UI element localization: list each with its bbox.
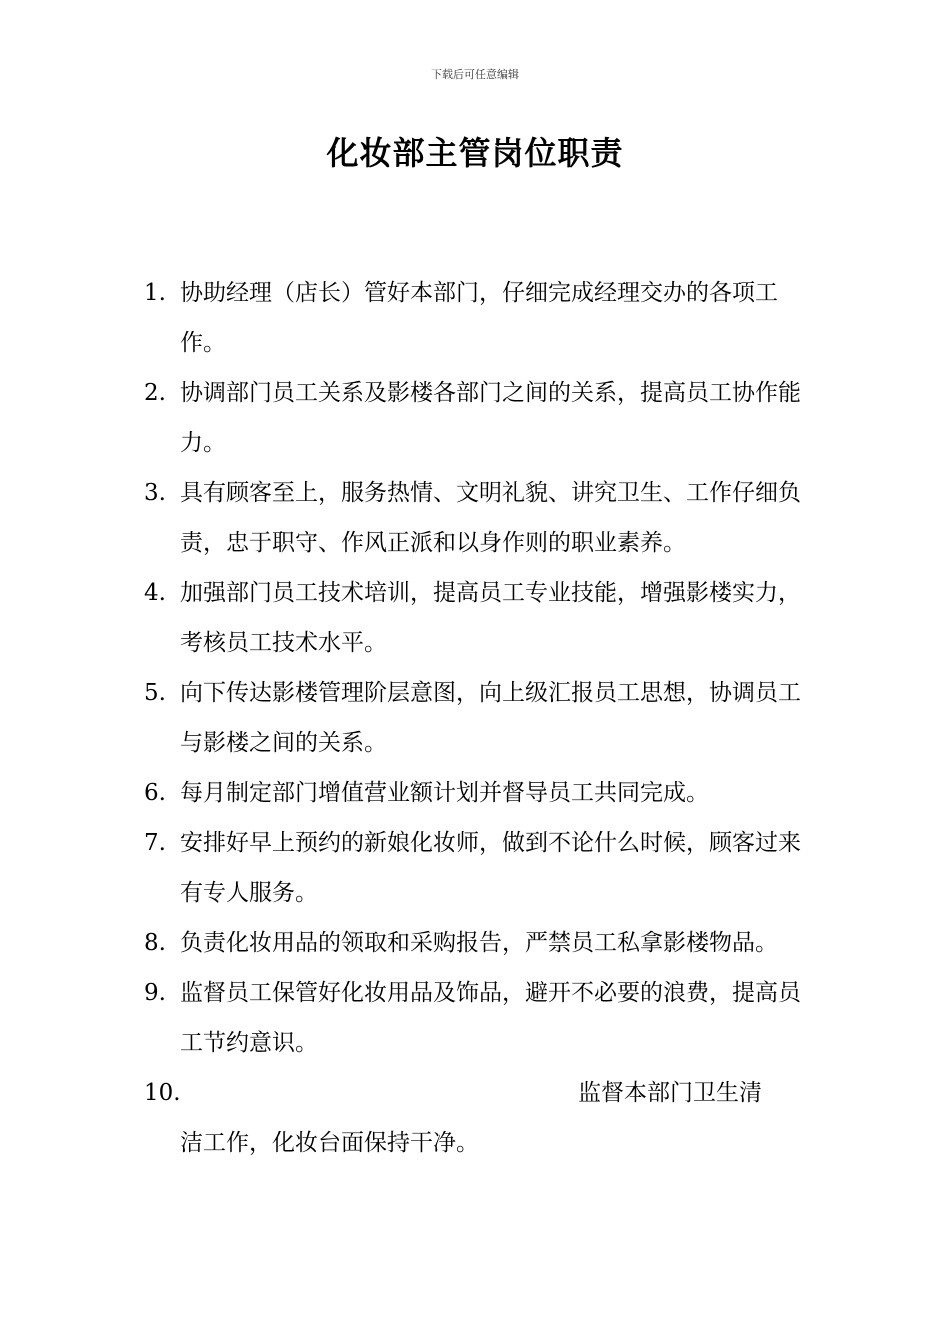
list-item bbox=[140, 1068, 820, 1168]
item-text-rest: 洁工作，化妆台面保持干净。 bbox=[180, 1130, 479, 1156]
item-number: 2. bbox=[144, 380, 166, 406]
list-item bbox=[140, 968, 820, 1068]
list-item bbox=[140, 918, 820, 968]
item-number: 7. bbox=[144, 830, 166, 856]
item-text: 监督员工保管好化妆用品及饰品，避开不必要的浪费，提高员工节约意识。 bbox=[180, 980, 801, 1056]
list-item bbox=[140, 368, 820, 468]
item-number: 10. bbox=[144, 1080, 181, 1106]
item-text: 安排好早上预约的新娘化妆师，做到不论什么时候，顾客过来有专人服务。 bbox=[180, 830, 801, 906]
duty-list bbox=[140, 268, 820, 1168]
item-number: 9. bbox=[144, 980, 166, 1006]
item-text: 协助经理（店长）管好本部门，仔细完成经理交办的各项工作。 bbox=[180, 280, 778, 356]
item-number: 8. bbox=[144, 930, 166, 956]
page-title: 化妆部主管岗位职责 bbox=[326, 134, 624, 172]
item-text: 向下传达影楼管理阶层意图，向上级汇报员工思想，协调员工与影楼之间的关系。 bbox=[180, 680, 801, 756]
item-number: 1. bbox=[144, 280, 166, 306]
list-item bbox=[140, 468, 820, 568]
item-number: 5. bbox=[144, 680, 166, 706]
item-text: 具有顾客至上，服务热情、文明礼貌、讲究卫生、工作仔细负责，忠于职守、作风正派和以身作则的职业素养。 bbox=[180, 480, 801, 556]
list-item bbox=[140, 768, 820, 818]
list-item bbox=[140, 268, 820, 368]
list-item bbox=[140, 668, 820, 768]
item-number: 4. bbox=[144, 580, 166, 606]
item-text: 每月制定部门增值营业额计划并督导员工共同完成。 bbox=[180, 780, 709, 806]
item-number: 3. bbox=[144, 480, 166, 506]
item-text: 负责化妆用品的领取和采购报告，严禁员工私拿影楼物品。 bbox=[180, 930, 778, 956]
item-text-first-line: 监督本部门卫生清 bbox=[578, 1080, 762, 1106]
header-note: 下载后可任意编辑 bbox=[431, 68, 519, 81]
item-text: 加强部门员工技术培训，提高员工专业技能，增强影楼实力，考核员工技术水平。 bbox=[180, 580, 801, 656]
list-item bbox=[140, 568, 820, 668]
list-item bbox=[140, 818, 820, 918]
item-text: 协调部门员工关系及影楼各部门之间的关系，提高员工协作能力。 bbox=[180, 380, 801, 456]
item-number: 6. bbox=[144, 780, 166, 806]
